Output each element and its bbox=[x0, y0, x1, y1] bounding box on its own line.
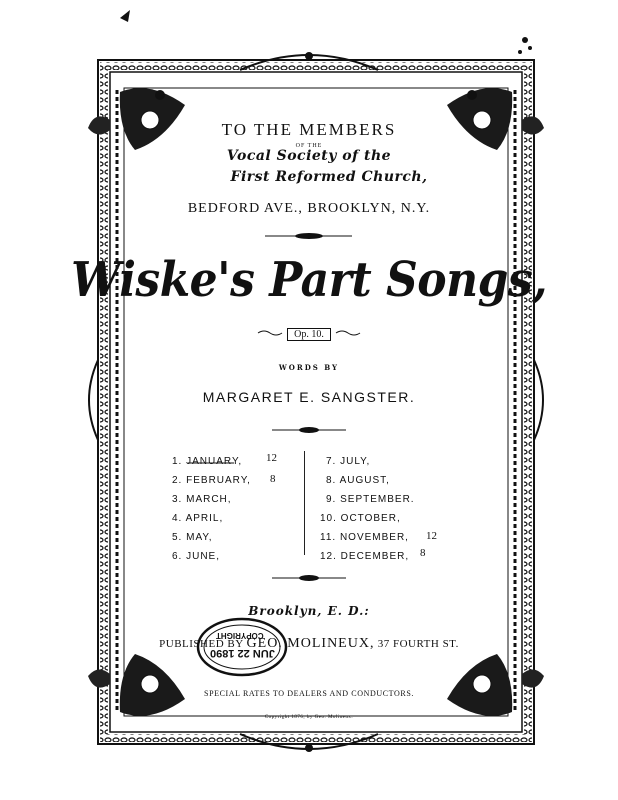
copyright-line: Copyright 1876, by Geo. Molineux. bbox=[264, 715, 354, 720]
song-list-item: 3. MARCH, bbox=[172, 494, 232, 505]
society-address: BEDFORD AVE., BROOKLYN, N.Y. bbox=[187, 201, 431, 216]
song-mark: 12 bbox=[426, 530, 437, 542]
column-divider bbox=[304, 451, 305, 555]
song-list-item: 8. AUGUST, bbox=[326, 475, 390, 486]
song-list-item: 11. NOVEMBER, bbox=[320, 532, 409, 543]
song-list-item: 7. JULY, bbox=[326, 456, 371, 467]
opus-number bbox=[0, 329, 618, 340]
special-rates-note: SPECIAL RATES TO DEALERS AND CONDUCTORS. bbox=[204, 689, 414, 698]
song-list-item: 6. JUNE, bbox=[172, 551, 221, 562]
publication-city: Brooklyn, E. D.: bbox=[248, 604, 370, 618]
divider-4 bbox=[272, 575, 346, 581]
library-stamp bbox=[196, 617, 288, 677]
song-mark: 8 bbox=[270, 473, 276, 485]
of-the-text: OF THE bbox=[295, 143, 323, 149]
song-mark: 8 bbox=[420, 547, 426, 559]
dedication-heading: TO THE MEMBERS bbox=[221, 120, 397, 139]
song-list-item: 12. DECEMBER, bbox=[320, 551, 410, 562]
opus-label: Op. 10. bbox=[287, 328, 331, 341]
divider-3 bbox=[272, 427, 346, 433]
publisher-name: GEO. MOLINEUX, bbox=[246, 636, 375, 651]
song-list-item: 9. SEPTEMBER. bbox=[326, 494, 415, 505]
page-title: Wiske's Part Songs, bbox=[71, 252, 547, 309]
song-list-item: 4. APRIL, bbox=[172, 513, 224, 524]
society-name-line1: Vocal Society of the bbox=[226, 148, 392, 164]
stamp-date: JUN 22 1890 bbox=[210, 647, 275, 659]
song-list-item: 5. MAY, bbox=[172, 532, 213, 543]
publisher-line bbox=[0, 636, 618, 652]
song-list-item: 10. OCTOBER, bbox=[320, 513, 401, 524]
published-by-label: PUBLISHED BY bbox=[159, 638, 244, 650]
society-name-line2: First Reformed Church, bbox=[230, 169, 428, 185]
song-mark: 12 bbox=[266, 452, 277, 464]
song-list-item: 2. FEBRUARY, bbox=[172, 475, 251, 486]
publisher-street: 37 FOURTH ST. bbox=[377, 638, 459, 650]
song-list-item: 1. JANUARY, bbox=[172, 456, 243, 467]
author-name: MARGARET E. SANGSTER. bbox=[202, 389, 416, 405]
stamp-label: COPYRIGHT bbox=[216, 631, 264, 640]
divider-1 bbox=[265, 233, 352, 239]
words-by-label: WORDS BY bbox=[278, 363, 340, 372]
